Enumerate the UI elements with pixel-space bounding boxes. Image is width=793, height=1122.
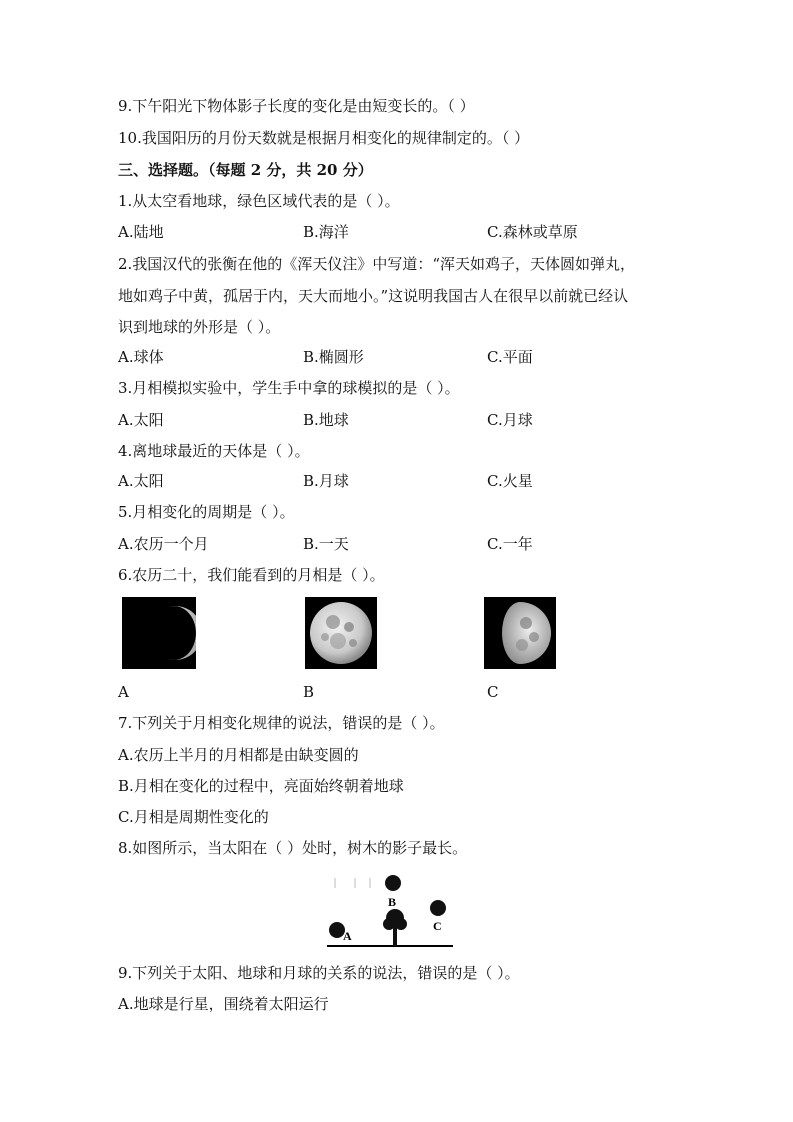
- question-9: 9.下列关于太阳、地球和月球的关系的说法，错误的是（ ）。: [118, 964, 520, 982]
- question-3: 3.月相模拟实验中，学生手中拿的球模拟的是（ ）。: [118, 379, 460, 397]
- moon-image-a: [122, 597, 196, 669]
- q4-option-c: C.火星: [487, 472, 533, 490]
- q1-option-c: C.森林或草原: [487, 223, 578, 241]
- question-7: 7.下列关于月相变化规律的说法，错误的是（ ）。: [118, 714, 445, 732]
- q6-option-c: C: [487, 683, 499, 701]
- q3-option-c: C.月球: [487, 411, 533, 429]
- q7-option-c: C.月相是周期性变化的: [118, 808, 269, 826]
- sun-c-label: C: [433, 919, 442, 933]
- tree-icon: [383, 909, 407, 946]
- section-title-choice: 三、选择题。（每题 2 分，共 20 分）: [118, 161, 373, 179]
- q9-option-a: A.地球是行星，围绕着太阳运行: [118, 995, 329, 1013]
- q7-option-a: A.农历上半月的月相都是由缺变圆的: [118, 746, 359, 764]
- q2-option-a: A.球体: [118, 348, 164, 366]
- moon-image-c: [484, 597, 556, 669]
- q2-option-c: C.平面: [487, 348, 533, 366]
- question-5: 5.月相变化的周期是（ ）。: [118, 503, 295, 521]
- question-4: 4.离地球最近的天体是（ ）。: [118, 442, 310, 460]
- question-2-line-2: 地如鸡子中黄，孤居于内，天大而地小。”这说明我国古人在很早以前就已经认: [118, 287, 629, 305]
- sun-c-icon: [430, 900, 446, 916]
- q1-option-a: A.陆地: [118, 223, 164, 241]
- sun-tree-diagram: [325, 868, 455, 953]
- q5-option-c: C.一年: [487, 535, 533, 553]
- question-2-line-3: 识到地球的外形是（ ）。: [118, 318, 281, 336]
- question-2-line-1: 2.我国汉代的张衡在他的《浑天仪注》中写道：“浑天如鸡子，天体圆如弹丸，: [118, 255, 635, 273]
- q5-option-a: A.农历一个月: [118, 535, 209, 553]
- q4-option-a: A.太阳: [118, 472, 164, 490]
- question-10-true-false: 10.我国阳历的月份天数就是根据月相变化的规律制定的。（ ）: [118, 129, 530, 147]
- q4-option-b: B.月球: [303, 472, 349, 490]
- question-6: 6.农历二十，我们能看到的月相是（ ）。: [118, 566, 385, 584]
- q1-option-b: B.海洋: [303, 223, 349, 241]
- q3-option-a: A.太阳: [118, 411, 164, 429]
- gibbous-moon-icon: [484, 597, 556, 669]
- question-9-true-false: 9.下午阳光下物体影子长度的变化是由短变长的。（ ）: [118, 97, 475, 115]
- sun-b-icon: [385, 875, 401, 891]
- sun-positions-figure: [325, 868, 455, 953]
- full-moon-icon: [305, 597, 377, 669]
- q6-option-b: B: [303, 683, 315, 701]
- crescent-moon-icon: [122, 597, 196, 669]
- q7-option-b: B.月相在变化的过程中，亮面始终朝着地球: [118, 777, 404, 795]
- q6-option-a: A: [118, 683, 129, 701]
- q2-option-b: B.椭圆形: [303, 348, 364, 366]
- q5-option-b: B.一天: [303, 535, 349, 553]
- moon-image-b: [305, 597, 377, 669]
- question-8: 8.如图所示，当太阳在（ ）处时，树木的影子最长。: [118, 839, 468, 857]
- q3-option-b: B.地球: [303, 411, 349, 429]
- sun-b-label: B: [388, 895, 397, 909]
- sun-a-label: A: [343, 929, 352, 943]
- question-1: 1.从太空看地球，绿色区域代表的是（ ）。: [118, 192, 400, 210]
